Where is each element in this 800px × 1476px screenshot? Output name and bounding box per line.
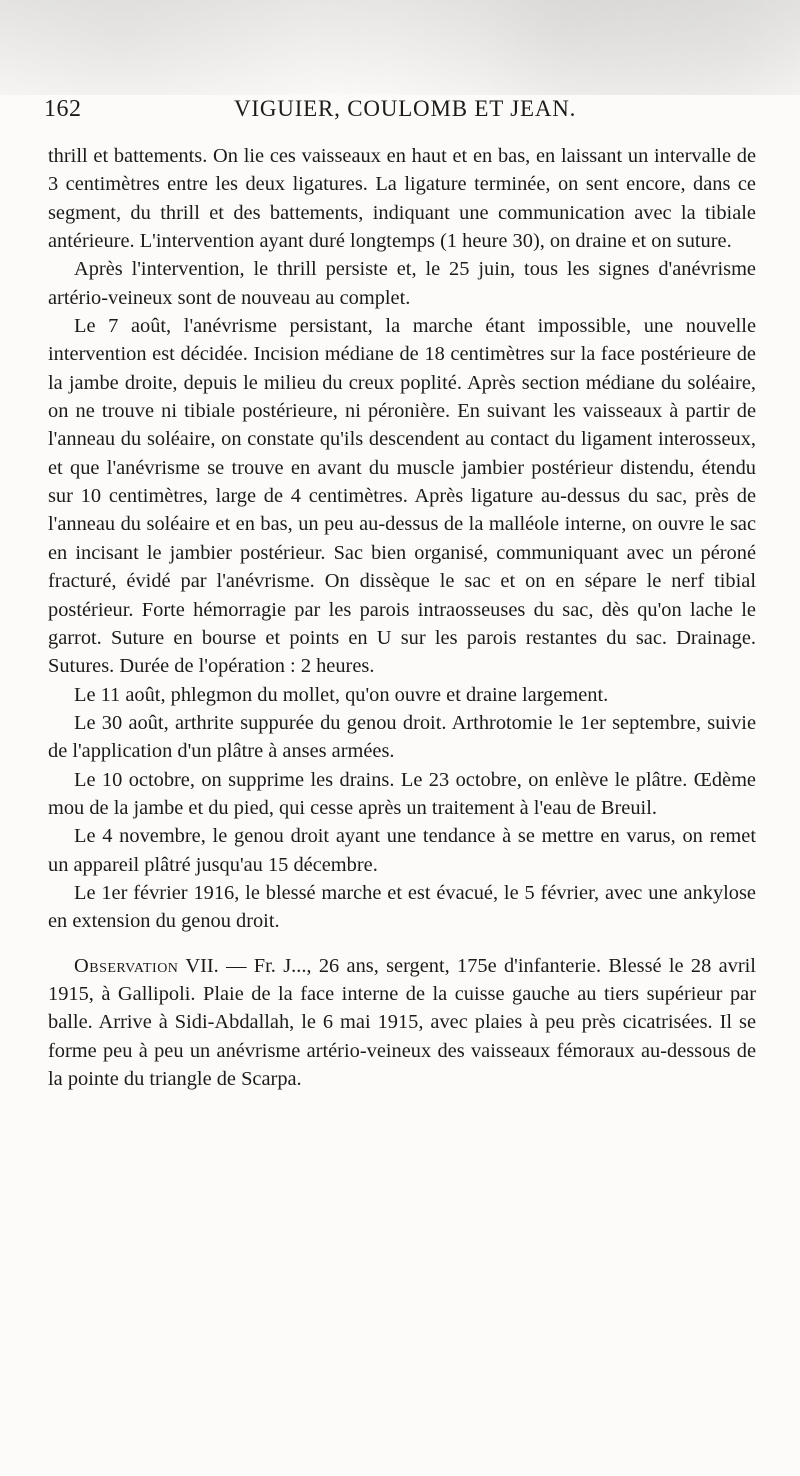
observation-label: Observation <box>74 954 179 977</box>
observation-number: VII. — <box>185 954 247 977</box>
paragraph-11-aout: Le 11 août, phlegmon du mollet, qu'on ouvre et draine largement. <box>74 683 609 706</box>
paragraph-continuation: thrill et battements. On lie ces vaisseaux en haut et en bas, en laissant un intervalle de 3 centimètres entre les deux ligatures. La ligature terminée, on sent encore, dans ce segment, du thrill et des battements, indiquant une communication avec la tibiale antérieure. L'intervention ayant duré longtemps (1 heure 30), on draine et on suture. <box>48 145 756 253</box>
body-text <box>48 142 756 1093</box>
paragraph-7-aout: Le 7 août, l'anévrisme persistant, la marche étant impossible, une nouvelle intervention est décidée. Incision médiane de 18 centimètres sur la face postérieure de la jambe droite, depuis le milieu du creux poplité. Après section médiane du soléaire, on ne trouve ni tibiale postérieure, ni péronière. En suivant les vaisseaux à partir de l'anneau du soléaire, on constate qu'ils descendent au contact du ligament interosseux, et que l'anévrisme se trouve en avant du muscle jambier postérieur distendu, étendu sur 10 centimètres, large de 4 centimètres. Après ligature au-dessus du sac, près de l'anneau du soléaire et en bas, un peu au-dessus de la malléole interne, on ouvre le sac en incisant le jambier postérieur. Sac bien organisé, communiquant avec un péroné fracturé, évidé par l'anévrisme. On dissèque le sac et on en sépare le nerf tibial postérieur. Forte hémorragie par les parois intraosseuses du sac, dès qu'on lache le garrot. Suture en bourse et points en U sur les parois restantes du sac. Drainage. Sutures. Durée de l'opération : 2 heures. <box>48 315 756 678</box>
page-number: 162 <box>44 96 82 122</box>
paragraph-4-novembre: Le 4 novembre, le genou droit ayant une tendance à se mettre en varus, on remet un appareil plâtré jusqu'au 15 décembre. <box>48 825 756 876</box>
paragraph-1-fevrier: Le 1er février 1916, le blessé marche et est évacué, le 5 février, avec une ankylose en extension du genou droit. <box>48 881 756 933</box>
paragraph-after-intervention: Après l'intervention, le thrill persiste et, le 25 juin, tous les signes d'anévrisme artério-veineux sont de nouveau au complet. <box>48 258 756 309</box>
running-head <box>44 96 752 128</box>
observation-paragraph <box>48 952 756 1094</box>
observation-text: Fr. J..., 26 ans, sergent, 175e d'infanterie. Blessé le 28 avril 1915, à Gallipoli. Plaie de la face interne de la cuisse gauche au tiers supérieur par balle. Arrive à Sidi-Abdallah, le 6 mai 1915, avec plaies à peu près cicatrisées. Il se forme peu à peu un anévrisme artério-veineux des vaisseaux fémoraux au-dessous de la pointe du triangle de Scarpa. <box>48 954 756 1090</box>
running-title: VIGUIER, COULOMB ET JEAN. <box>234 96 577 121</box>
paragraph-10-octobre: Le 10 octobre, on supprime les drains. Le 23 octobre, on enlève le plâtre. Œdème mou de la jambe et du pied, qui cesse après un traitement à l'eau de Breuil. <box>48 768 756 819</box>
paragraph-30-aout: Le 30 août, arthrite suppurée du genou droit. Arthrotomie le 1er septembre, suivie de l'application d'un plâtre à anses armées. <box>48 711 756 763</box>
